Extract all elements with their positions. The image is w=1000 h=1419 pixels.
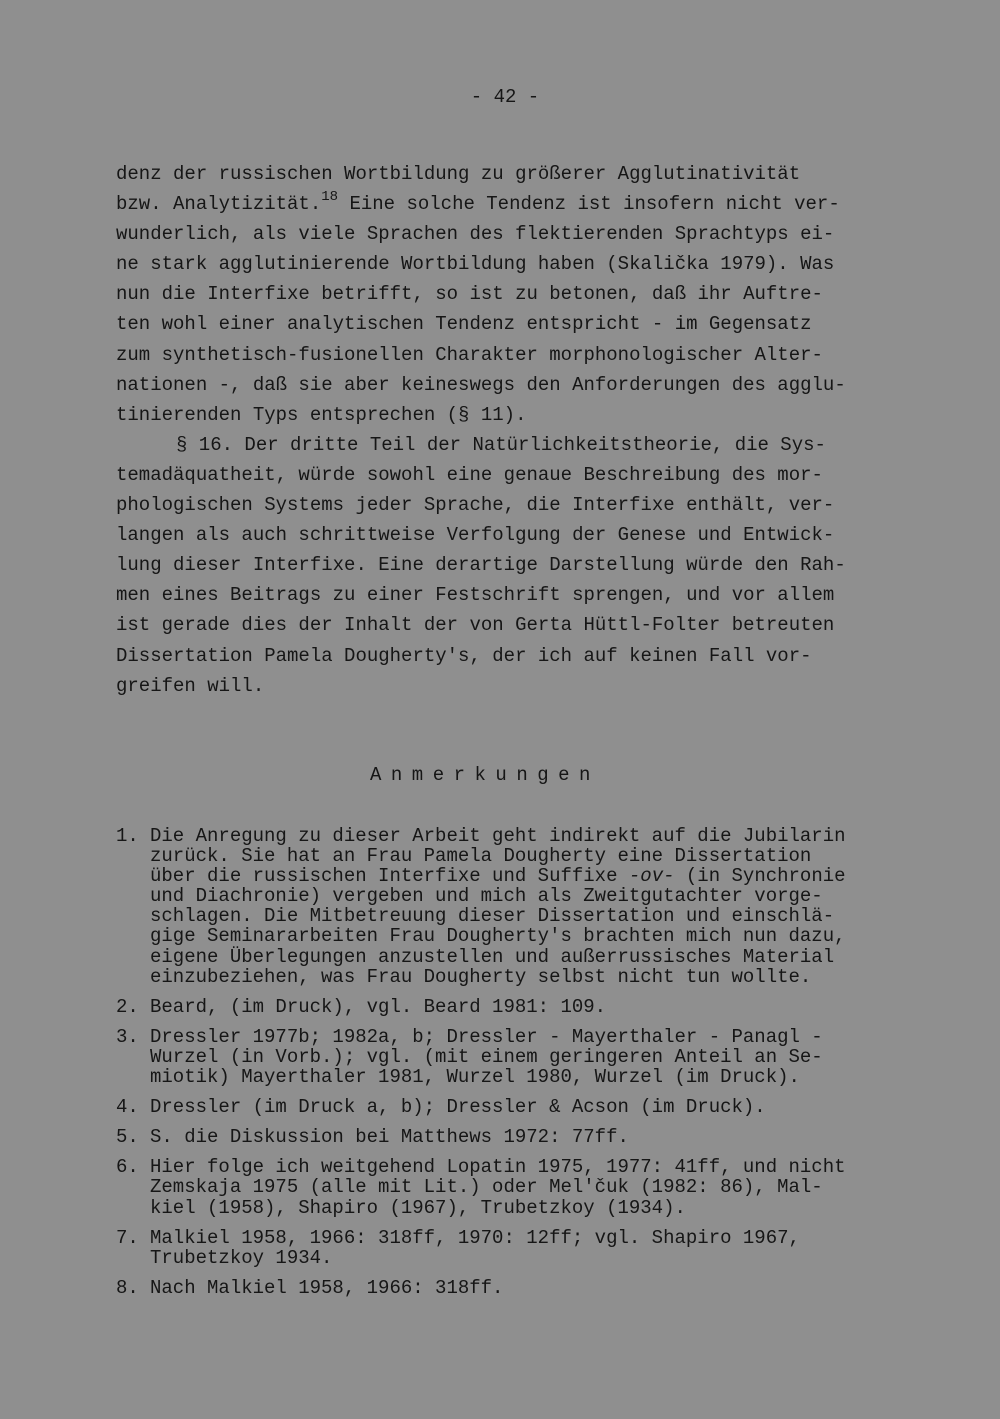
note-item: [116, 1097, 906, 1117]
body-line: nun die Interfixe betrifft, so ist zu betonen, daß ihr Auftre-: [116, 283, 823, 306]
note-text: [150, 1127, 629, 1147]
note-text: [150, 826, 846, 987]
note-item: [116, 1027, 906, 1087]
note-line: schlagen. Die Mitbetreuung dieser Dissertation und einschlä-: [150, 905, 835, 928]
note-number: 4.: [116, 1096, 139, 1119]
note-item: [116, 997, 906, 1017]
body-line: ne stark agglutinierende Wortbildung haben (Skalička 1979). Was: [116, 253, 835, 276]
note-line: Die Anregung zu dieser Arbeit geht indirekt auf die Jubilarin: [150, 825, 846, 847]
body-line: men eines Beitrags zu einer Festschrift sprengen, und vor allem: [116, 584, 835, 607]
note-line: zurück. Sie hat an Frau Pamela Dougherty eine Dissertation: [150, 845, 812, 868]
note-line-text: (in Synchronie: [674, 865, 846, 888]
body-line: denz der russischen Wortbildung zu größerer Agglutinativität: [116, 163, 801, 185]
note-number: 7.: [116, 1226, 139, 1249]
note-line: Hier folge ich weitgehend Lopatin 1975, 1977: 41ff, und nicht: [150, 1156, 846, 1179]
note-line: gige Seminararbeiten Frau Dougherty's brachten mich nun dazu,: [150, 925, 846, 948]
note-item: [116, 826, 906, 987]
note-text: [150, 1097, 766, 1117]
body-line: zum synthetisch-fusionellen Charakter morphonologischer Alter-: [116, 343, 823, 366]
body-line: wunderlich, als viele Sprachen des flektierenden Sprachtyps ei-: [116, 223, 835, 246]
body-line-text: Eine solche Tendenz ist insofern nicht ver-: [338, 193, 840, 216]
note-line: Dressler 1977b; 1982a, b; Dressler - Mayerthaler - Panagl -: [150, 1025, 823, 1048]
note-line: S. die Diskussion bei Matthews 1972: 77ff.: [150, 1126, 629, 1149]
note-number: 3.: [116, 1025, 139, 1048]
note-line: Nach Malkiel 1958, 1966: 318ff.: [150, 1276, 504, 1299]
note-text: [150, 1027, 823, 1087]
body-line: ist gerade dies der Inhalt der von Gerta Hüttl-Folter betreuten: [116, 614, 835, 637]
body-line: ten wohl einer analytischen Tendenz entspricht - im Gegensatz: [116, 313, 812, 336]
note-number: 1.: [116, 825, 139, 847]
footnote-reference: 18: [321, 189, 339, 206]
note-text: [150, 1278, 503, 1298]
note-line-text: über die russischen Interfixe und Suffixe: [150, 865, 629, 888]
note-item: [116, 1127, 906, 1147]
note-line: miotik) Mayerthaler 1981, Wurzel 1980, Wurzel (im Druck).: [150, 1066, 800, 1089]
body-line: langen als auch schrittweise Verfolgung der Genese und Entwick-: [116, 524, 835, 547]
body-line: nationen -, daß sie aber keineswegs den Anforderungen des agglu-: [116, 373, 846, 396]
note-number: 2.: [116, 995, 139, 1018]
body-line: greifen will.: [116, 674, 265, 697]
body-line: [116, 189, 896, 219]
note-line: Beard, (im Druck), vgl. Beard 1981: 109.: [150, 995, 607, 1018]
body-line: tinierenden Typs entsprechen (§ 11).: [116, 403, 527, 426]
note-text: [150, 997, 606, 1017]
note-text: [150, 1228, 800, 1268]
suffix-term: -ov-: [628, 865, 675, 888]
note-text: [150, 1157, 846, 1217]
body-line: phologischen Systems jeder Sprache, die Interfixe enthält, ver-: [116, 494, 835, 517]
body-line: temadäquatheit, würde sowohl eine genaue Beschreibung des mor-: [116, 463, 823, 486]
body-line: Dissertation Pamela Dougherty's, der ich auf keinen Fall vor-: [116, 644, 812, 667]
notes-heading: Anmerkungen: [370, 764, 600, 786]
note-line: und Diachronie) vergeben und mich als Zweitgutachter vorge-: [150, 885, 823, 908]
page-number: - 42 -: [470, 86, 540, 108]
note-line: eigene Überlegungen anzustellen und außerrussisches Material: [150, 945, 835, 968]
note-line: Malkiel 1958, 1966: 318ff, 1970: 12ff; vgl. Shapiro 1967,: [150, 1226, 800, 1249]
section-16-first-line: § 16. Der dritte Teil der Natürlichkeitstheorie, die Sys-: [176, 433, 826, 456]
body-paragraphs: [116, 159, 896, 701]
note-line: Trubetzkoy 1934.: [150, 1246, 333, 1269]
note-number: 5.: [116, 1126, 139, 1149]
note-line: Dressler (im Druck a, b); Dressler & Acson (im Druck).: [150, 1096, 766, 1119]
notes-list: [116, 826, 906, 1308]
note-number: 8.: [116, 1276, 139, 1299]
note-line: [150, 866, 846, 886]
note-item: [116, 1278, 906, 1298]
note-line: kiel (1958), Shapiro (1967), Trubetzkoy (1934).: [150, 1196, 686, 1219]
note-item: [116, 1228, 906, 1268]
note-line: Wurzel (in Vorb.); vgl. (mit einem geringeren Anteil an Se-: [150, 1045, 823, 1068]
note-line: Zemskaja 1975 (alle mit Lit.) oder Mel'čuk (1982: 86), Mal-: [150, 1176, 823, 1199]
note-item: [116, 1157, 906, 1217]
note-number: 6.: [116, 1156, 139, 1179]
body-line-text: bzw. Analytizität.: [116, 193, 322, 216]
note-line: einzubeziehen, was Frau Dougherty selbst nicht tun wollte.: [150, 965, 812, 988]
body-line: lung dieser Interfixe. Eine derartige Darstellung würde den Rah-: [116, 554, 846, 577]
